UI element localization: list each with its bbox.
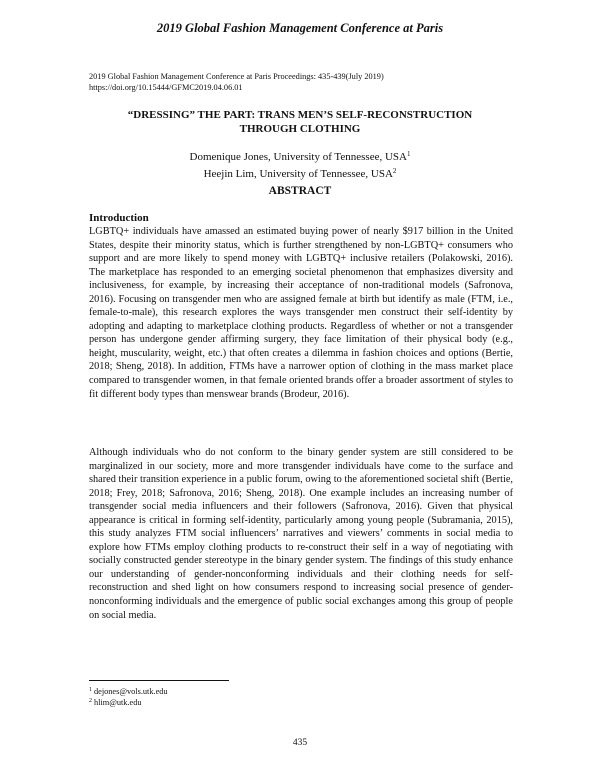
paper-title-line-2: THROUGH CLOTHING: [239, 123, 361, 135]
running-header: 2019 Global Fashion Management Conference at Paris: [156, 21, 444, 35]
body-paragraph-2: Although individuals who do not conform to the binary gender system are still considered to be marginalized in our society, more and more transgender individuals have come to the surface and shared their transition experience in a public forum, owing to the aforementioned societal shift (Bertie, 2018; Frey, 2018; Safronova, 2016; Sheng, 2018). One example includes an increasing number of transgender social media influencers and their followers (Safronova, 2016). Given that physical appearance is critical in forming self-identity, particularly among young people (Subramania, 2015), this study analyzes FTM social influencers’ narratives and viewers’ comments in social media to explore how FTMs employ clothing products to re-construct their self in a way of negotiating with socially constructed gender stereotype in the binary gender system. The findings of this study enhance our understanding of gender-nonconforming individuals and their clothing needs for self-reconstruction and shed light on how consumers respond to increasing social presence of gender-nonconforming individuals and the emergence of public social exchanges among this group of people on social media.: [89, 447, 513, 621]
footnote-2-email[interactable]: hlim@utk.edu: [94, 698, 142, 707]
abstract-heading: ABSTRACT: [268, 185, 332, 197]
author-1: [60, 148, 540, 165]
proceedings-info: [89, 72, 384, 93]
footnote-1-email[interactable]: dejones@vols.utk.edu: [94, 687, 168, 696]
author-list: [60, 148, 540, 181]
author-1-affiliation: Domenique Jones, University of Tennessee, USA: [189, 151, 407, 163]
footnote-2: [89, 696, 142, 708]
introduction-heading: Introduction: [89, 212, 149, 224]
author-2: [60, 165, 540, 182]
footnote-divider: [89, 680, 229, 681]
proceedings-citation: 2019 Global Fashion Management Conference at Paris Proceedings: 435-439(July 2019): [89, 72, 384, 81]
page-number: 435: [292, 738, 308, 748]
author-2-footnote-mark: 2: [392, 166, 397, 175]
doi-link[interactable]: https://doi.org/10.15444/GFMC2019.04.06.01: [89, 82, 243, 92]
author-2-affiliation: Heejin Lim, University of Tennessee, USA: [203, 167, 393, 180]
body-paragraph-1: LGBTQ+ individuals have amassed an estimated buying power of nearly $917 billion in the United States, despite their minority status, which is further strengthened by non-LGBTQ+ consumers who support and are more likely to spend money with LGBTQ+ inclusive retailers (Polakowski, 2016). The marketplace has responded to an emerging societal phenomenon that emphasizes diversity and inclusiveness, for example, by increasing their acceptance of non-traditional models (Safronova, 2016). Focusing on transgender men who are assigned female at birth but identify as male (FTM, i.e., female-to-male), this research explores the ways transgender men construct their self-identity by adopting and adapting to marketplace clothing products. Regardless of whether or not a transgender person has undergone gender affirming surgery, they face limitation of their physical body (e.g., height, muscularity, weight, etc.) that often creates a dilemma in fashion choices and options (Bertie, 2018; Sheng, 2018). In addition, FTMs have a narrower option of clothing in the mass market place compared to transgender women, in that female oriented brands offer a broader assortment of styles to fit different body types than menswear brands (Brodeur, 2016).: [89, 226, 513, 400]
author-1-footnote-mark: 1: [406, 150, 411, 158]
paper-title-line-1: “DRESSING” THE PART: TRANS MEN’S SELF-RECONSTRUCTION: [127, 109, 473, 121]
paper-title: [60, 108, 540, 136]
footnote-2-mark: 2: [89, 698, 92, 704]
footnote-1-mark: 1: [89, 687, 92, 693]
